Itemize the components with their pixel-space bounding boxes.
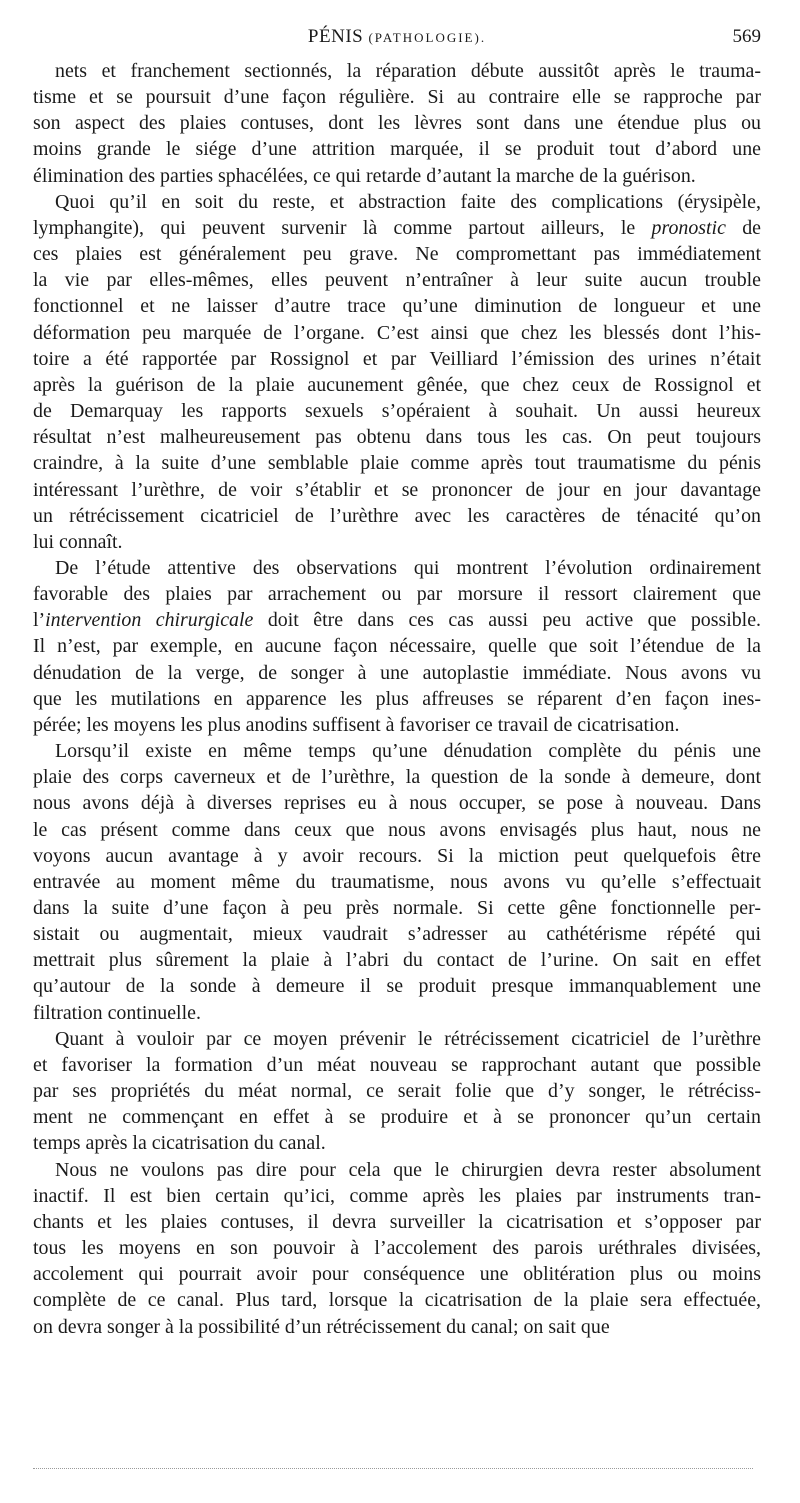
text-line: son aspect des plaies contuses, dont les lèvres sont dans une étendue plus ou xyxy=(33,112,761,135)
text-line: dénudation de la verge, de songer à une autoplastie immédiate. Nous avons vu xyxy=(33,661,761,684)
text-line: et favoriser la formation d’un méat nouveau se rapprochant autant que possible xyxy=(33,1053,761,1076)
text-line: Quoi qu’il en soit du reste, et abstraction faite des complications (érysipèle, xyxy=(55,190,761,213)
text-line: mettrait plus sûrement la plaie à l’abri du contact de l’urine. On sait en effet xyxy=(33,949,761,972)
text-line: Nous ne voulons pas dire pour cela que le chirurgien devra rester absolument xyxy=(55,1158,761,1181)
running-title-main: PÉNIS xyxy=(307,26,364,47)
text-line: fonctionnel et ne laisser d’autre trace qu’une diminution de longueur et une xyxy=(33,295,761,318)
text-line: accolement qui pourrait avoir pour conséquence une oblitération plus ou moins xyxy=(33,1263,761,1286)
text-line: pérée; les moyens les plus anodins suffisent à favoriser ce travail de cicatrisation. xyxy=(33,713,680,736)
text-line: tous les moyens en son pouvoir à l’accolement des parois uréthrales divisées, xyxy=(33,1237,761,1260)
text-line: la vie par elles-mêmes, elles peuvent n’entraîner à leur suite aucun trouble xyxy=(33,269,761,292)
page-number: 569 xyxy=(732,26,761,47)
text-line: chants et les plaies contuses, il devra surveiller la cicatrisation et s’opposer par xyxy=(33,1210,761,1233)
paragraph xyxy=(33,1026,761,1157)
text-line: un rétrécissement cicatriciel de l’urèthre avec les caractères de ténacité qu’on xyxy=(33,504,761,527)
text-line: sistait ou augmentait, mieux vaudrait s’adresser au cathétérisme répété qui xyxy=(33,923,761,946)
text-line: favorable des plaies par arrachement ou par morsure il ressort clairement que xyxy=(33,583,761,606)
text-line: résultat n’est malheureusement pas obtenu dans tous les cas. On peut toujours xyxy=(33,426,761,449)
paragraph xyxy=(33,555,761,738)
text-line: lui connaît. xyxy=(33,530,123,553)
text-line: qu’autour de la sonde à demeure il se produit presque immanquablement une xyxy=(33,975,761,998)
text-line: Il n’est, par exemple, en aucune façon nécessaire, quelle que soit l’étendue de la xyxy=(33,635,761,658)
text-line: inactif. Il est bien certain qu’ici, comme après les plaies par instruments tran- xyxy=(33,1184,761,1207)
text-line: élimination des parties sphacélées, ce qui retarde d’autant la marche de la guérison. xyxy=(33,164,696,187)
text-line: que les mutilations en apparence les plus affreuses se réparent d’en façon ines- xyxy=(33,687,761,710)
text-line: dans la suite d’une façon à peu près normale. Si cette gêne fonctionnelle per- xyxy=(33,897,761,919)
text-line: nous avons déjà à diverses reprises eu à nous occuper, se pose à nouveau. Dans xyxy=(33,792,761,815)
text-line: temps après la cicatrisation du canal. xyxy=(33,1132,326,1155)
text-line: intéressant l’urèthre, de voir s’établir et se prononcer de jour en jour davantage xyxy=(33,478,761,501)
italic-term: pronostic xyxy=(651,216,726,239)
paragraph xyxy=(33,189,761,555)
running-title xyxy=(33,24,761,51)
text-line: l’intervention chirurgicale doit être dans ces cas aussi peu active que possible. xyxy=(33,609,761,632)
text-line: craindre, à la suite d’une semblable plaie comme après tout traumatisme du pénis xyxy=(33,452,761,475)
italic-term: intervention chirurgicale xyxy=(45,609,254,632)
running-header xyxy=(33,22,761,58)
text-line: entravée au moment même du traumatisme, nous avons vu qu’elle s’effectuait xyxy=(33,870,761,893)
text-line: de Demarquay les rapports sexuels s’opéraient à souhait. Un aussi heureux xyxy=(33,400,761,423)
text-line: déformation peu marquée de l’organe. C’est ainsi que chez les blessés dont l’his- xyxy=(33,321,761,344)
text-line: De l’étude attentive des observations qui montrent l’évolution ordinairement xyxy=(55,556,761,579)
text-line: voyons aucun avantage à y avoir recours. Si la miction peut quelquefois être xyxy=(33,844,761,867)
text-line: nets et franchement sectionnés, la réparation débute aussitôt après le trauma- xyxy=(55,60,761,82)
paragraph xyxy=(33,58,761,189)
text-line: toire a été rapportée par Rossignol et par Veilliard l’émission des urines n’était xyxy=(33,347,761,370)
text-line: après la guérison de la plaie aucunement gênée, que chez ceux de Rossignol et xyxy=(33,373,761,396)
text-line: le cas présent comme dans ceux que nous avons envisagés plus haut, nous ne xyxy=(33,818,761,841)
text-line: Quant à vouloir par ce moyen prévenir le rétrécissement cicatriciel de l’urèthre xyxy=(55,1027,761,1050)
page-body xyxy=(33,22,761,1340)
text-line: on devra songer à la possibilité d’un rétrécissement du canal; on sait que xyxy=(33,1315,610,1338)
text-line: plaie des corps caverneux et de l’urèthre, la question de la sonde à demeure, dont xyxy=(33,766,761,789)
footer-rule xyxy=(33,1468,753,1469)
text-line: filtration continuelle. xyxy=(33,1001,201,1024)
text-line: moins grande le siége d’une attrition marquée, il se produit tout d’abord une xyxy=(33,138,761,161)
text-line: lymphangite), qui peuvent survenir là comme partout ailleurs, le pronostic de xyxy=(33,216,761,239)
paragraph xyxy=(33,738,761,1026)
text-line: complète de ce canal. Plus tard, lorsque la cicatrisation de la plaie sera effectuée, xyxy=(33,1289,761,1312)
running-title-sub: (PATHOLOGIE). xyxy=(368,30,487,45)
paragraph xyxy=(33,1157,761,1340)
text-body xyxy=(33,58,761,1340)
text-line: tisme et se poursuit d’une façon régulière. Si au contraire elle se rapproche par xyxy=(33,86,761,109)
text-line: ment ne commençant en effet à se produire et à se prononcer qu’un certain xyxy=(33,1106,761,1129)
text-line: par ses propriétés du méat normal, ce serait folie que d’y songer, le rétréciss- xyxy=(33,1080,761,1103)
text-line: ces plaies est généralement peu grave. Ne compromettant pas immédiatement xyxy=(33,243,761,266)
text-line: Lorsqu’il existe en même temps qu’une dénudation complète du pénis une xyxy=(55,740,761,763)
